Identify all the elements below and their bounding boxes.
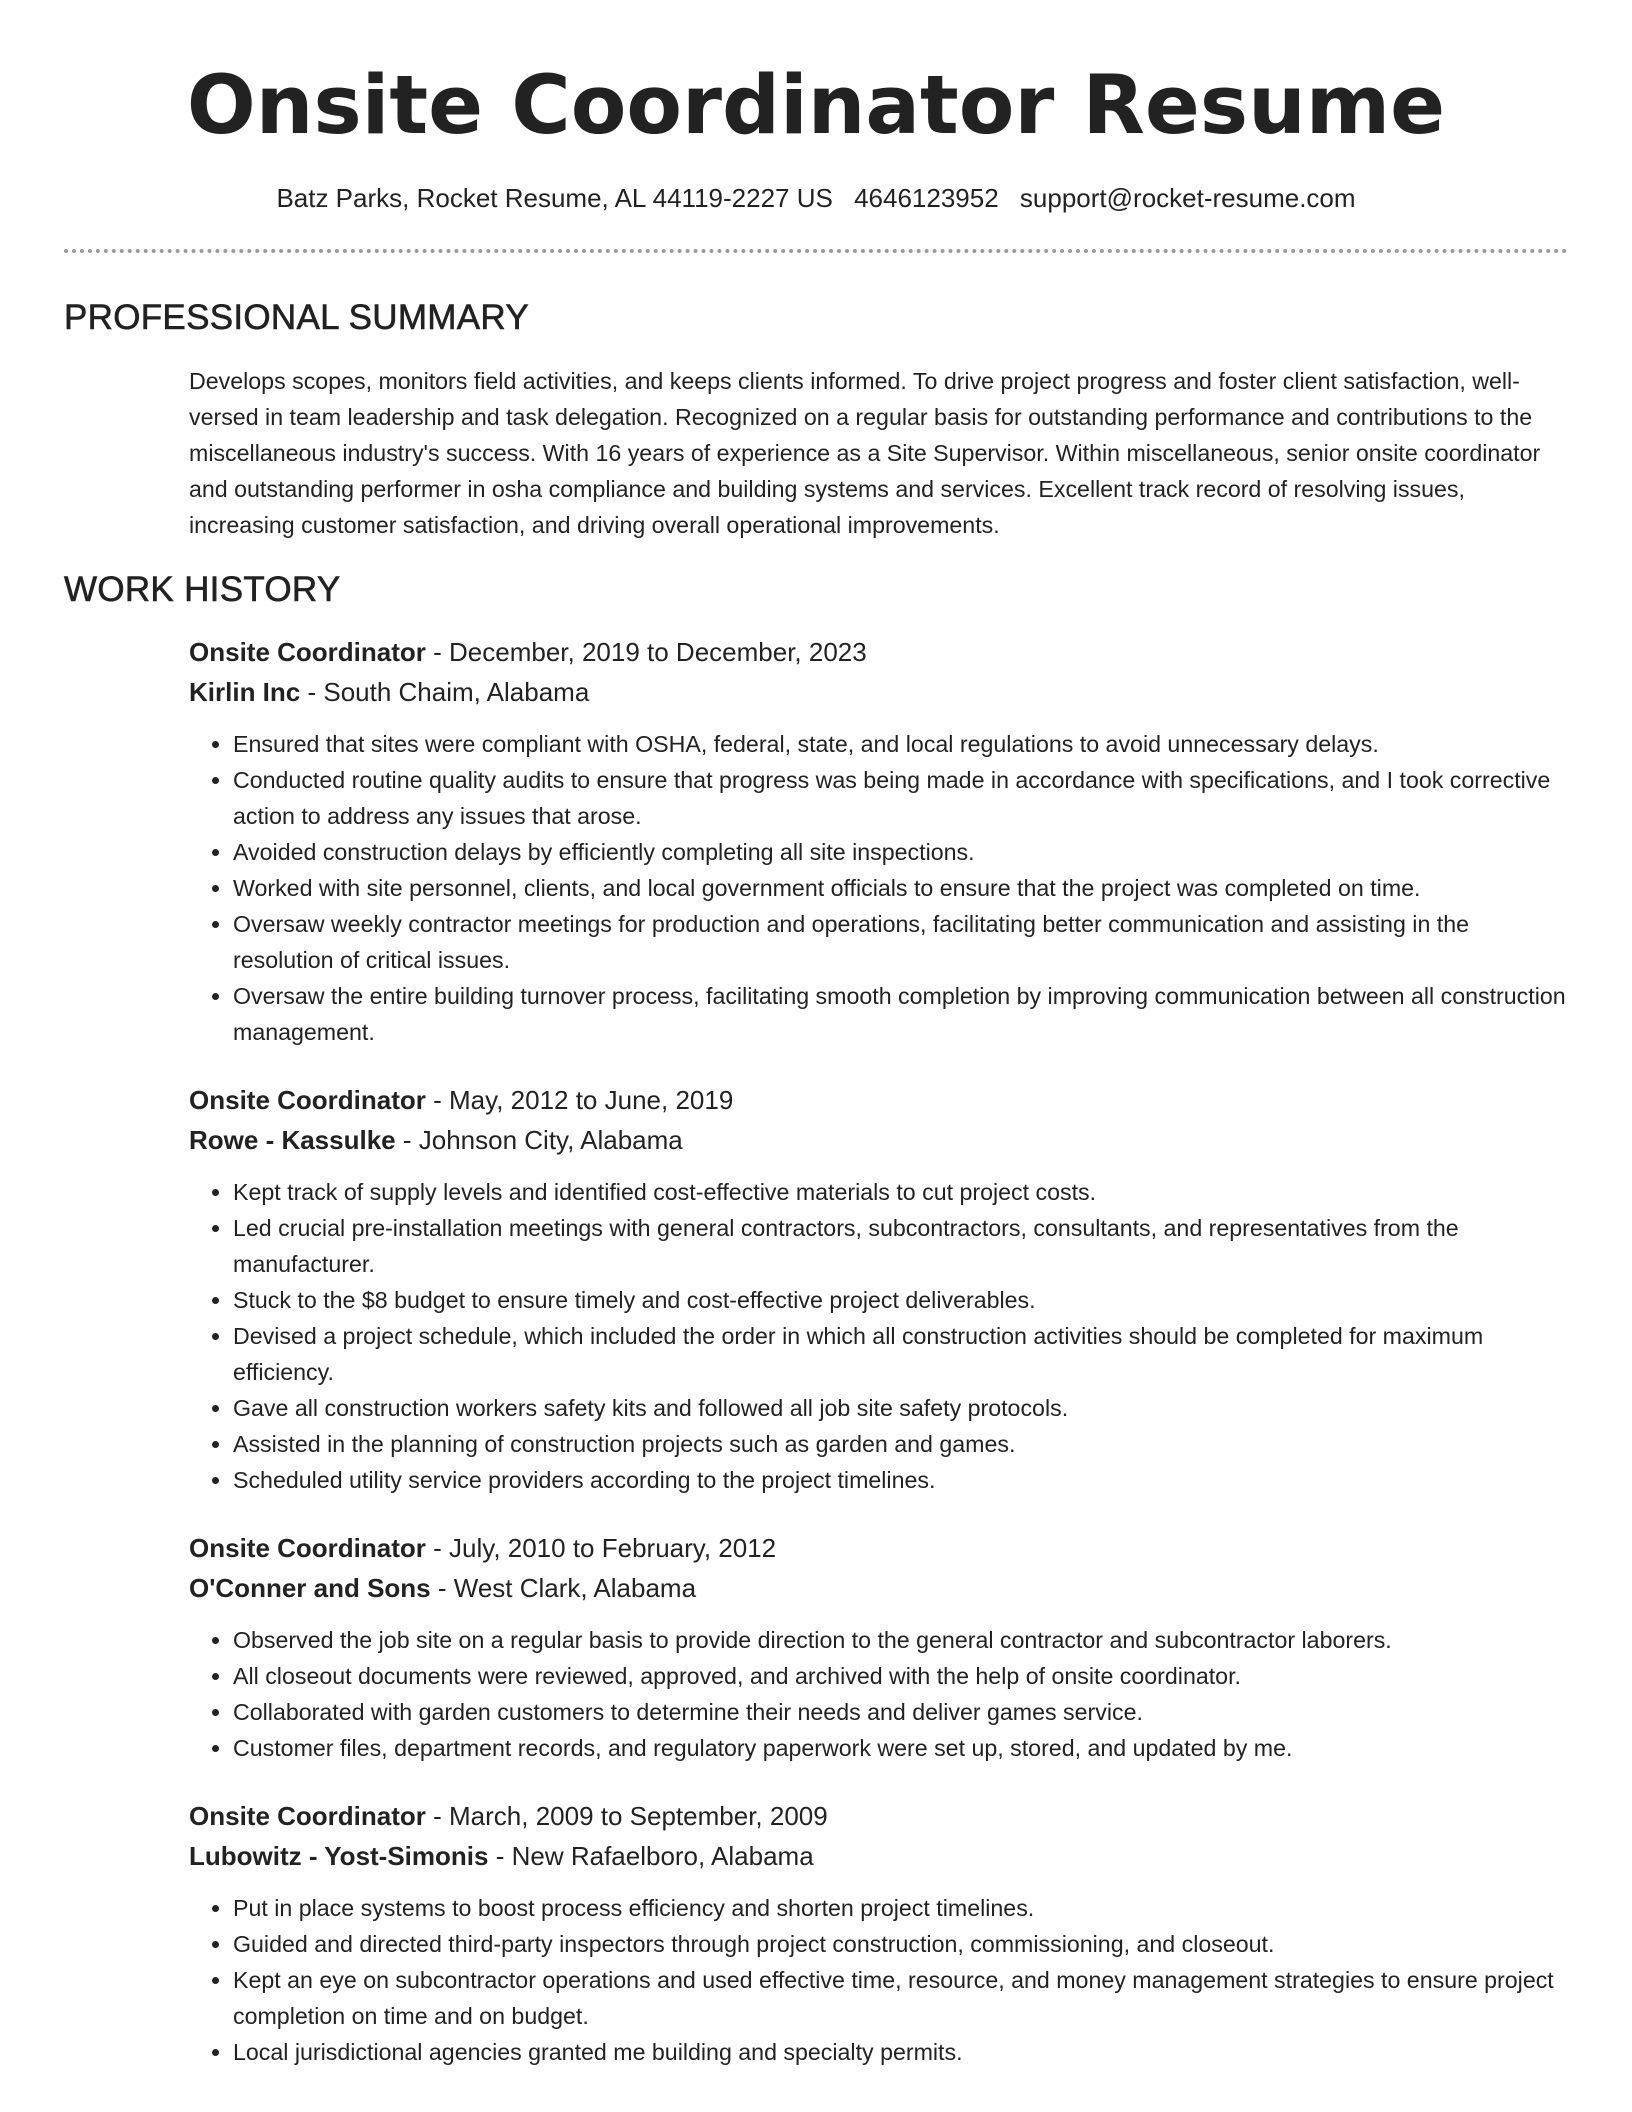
- header-divider: [64, 249, 1568, 253]
- job-bullet: • Ensured that sites were compliant with OSHA, federal, state, and local regulations to avoid unnecessary delays.: [233, 726, 1569, 762]
- job-bullet: • All closeout documents were reviewed, approved, and archived with the help of onsite coordinator.: [233, 1658, 1569, 1694]
- job-company-line: [189, 672, 1569, 712]
- job-bullet: • Worked with site personnel, clients, and local government officials to ensure that the project was completed on time.: [233, 870, 1569, 906]
- job-entry: [189, 632, 1569, 1050]
- contact-email: support@rocket-resume.com: [1019, 183, 1356, 213]
- job-company: O'Conner and Sons: [189, 1573, 431, 1603]
- job-bullet: • Observed the job site on a regular basis to provide direction to the general contractor and subcontractor laborers.: [233, 1622, 1569, 1658]
- job-company-line: [189, 1120, 1569, 1160]
- job-dates: - July, 2010 to February, 2012: [425, 1533, 777, 1563]
- job-bullet: • Led crucial pre-installation meetings with general contractors, subcontractors, consultants, and representatives from the manufacturer.: [233, 1210, 1569, 1282]
- job-entry: [189, 1080, 1569, 1498]
- job-bullet: • Scheduled utility service providers according to the project timelines.: [233, 1462, 1569, 1498]
- job-bullets: [189, 1890, 1569, 2070]
- job-title-line: [189, 1528, 1569, 1568]
- job-bullet: • Kept an eye on subcontractor operations and used effective time, resource, and money management strategies to ensure project completion on time and on budget.: [233, 1962, 1569, 2034]
- job-title-line: [189, 1796, 1569, 1836]
- job-location: - Johnson City, Alabama: [395, 1125, 683, 1155]
- job-company-line: [189, 1568, 1569, 1608]
- job-bullet: • Oversaw the entire building turnover process, facilitating smooth completion by improving communication between all construction management.: [233, 978, 1569, 1050]
- job-entry: [189, 1796, 1569, 2070]
- job-bullet: • Devised a project schedule, which included the order in which all construction activities should be completed for maximum efficiency.: [233, 1318, 1569, 1390]
- job-bullet: • Assisted in the planning of construction projects such as garden and games.: [233, 1426, 1569, 1462]
- job-bullet: • Collaborated with garden customers to determine their needs and deliver games service.: [233, 1694, 1569, 1730]
- job-bullet: • Stuck to the $8 budget to ensure timely and cost-effective project deliverables.: [233, 1282, 1569, 1318]
- resume-title: Onsite Coordinator Resume: [186, 59, 1446, 153]
- job-entry: [189, 1528, 1569, 1766]
- work-history-heading: WORK HISTORY: [64, 570, 341, 609]
- job-dates: - March, 2009 to September, 2009: [425, 1801, 828, 1831]
- job-company: Lubowitz - Yost-Simonis: [189, 1841, 489, 1871]
- job-bullet: • Customer files, department records, and regulatory paperwork were set up, stored, and updated by me.: [233, 1730, 1569, 1766]
- job-bullet: • Gave all construction workers safety kits and followed all job site safety protocols.: [233, 1390, 1569, 1426]
- job-title-line: [189, 632, 1569, 672]
- job-bullet: • Put in place systems to boost process efficiency and shorten project timelines.: [233, 1890, 1569, 1926]
- job-company: Kirlin Inc: [189, 677, 301, 707]
- job-bullet: • Kept track of supply levels and identified cost-effective materials to cut project costs.: [233, 1174, 1569, 1210]
- job-title: Onsite Coordinator: [189, 1085, 426, 1115]
- job-bullet: • Local jurisdictional agencies granted me building and specialty permits.: [233, 2034, 1569, 2070]
- job-bullet: • Conducted routine quality audits to ensure that progress was being made in accordance with specifications, and I took corrective action to address any issues that arose.: [233, 762, 1569, 834]
- job-company: Rowe - Kassulke: [189, 1125, 396, 1155]
- job-bullet: • Oversaw weekly contractor meetings for production and operations, facilitating better communication and assisting in the resolution of critical issues.: [233, 906, 1569, 978]
- summary-heading: PROFESSIONAL SUMMARY: [64, 298, 529, 337]
- job-bullet: • Avoided construction delays by efficiently completing all site inspections.: [233, 834, 1569, 870]
- summary-text: Develops scopes, monitors field activities, and keeps clients informed. To drive project progress and foster client satisfaction, well-versed in team leadership and task delegation. Recognized on a regular basis for outstanding performance and contributions to the miscellaneous industry's success. With 16 years of experience as a Site Supervisor. Within miscellaneous, senior onsite coordinator and outstanding performer in osha compliance and building systems and services. Excellent track record of resolving issues, increasing customer satisfaction, and driving overall operational improvements.: [189, 368, 1541, 538]
- contact-line: [0, 180, 1632, 216]
- job-title: Onsite Coordinator: [189, 637, 426, 667]
- job-location: - South Chaim, Alabama: [300, 677, 590, 707]
- job-bullets: [189, 1174, 1569, 1498]
- job-bullets: [189, 1622, 1569, 1766]
- contact-phone: 4646123952: [854, 183, 999, 213]
- job-location: - West Clark, Alabama: [430, 1573, 697, 1603]
- job-dates: - May, 2012 to June, 2019: [425, 1085, 734, 1115]
- contact-address: Batz Parks, Rocket Resume, AL 44119-2227 US: [276, 183, 833, 213]
- job-location: - New Rafaelboro, Alabama: [488, 1841, 814, 1871]
- job-title: Onsite Coordinator: [189, 1801, 426, 1831]
- job-dates: - December, 2019 to December, 2023: [425, 637, 867, 667]
- job-company-line: [189, 1836, 1569, 1876]
- job-title-line: [189, 1080, 1569, 1120]
- job-bullet: • Guided and directed third-party inspectors through project construction, commissioning, and closeout.: [233, 1926, 1569, 1962]
- job-title: Onsite Coordinator: [189, 1533, 426, 1563]
- job-bullets: [189, 726, 1569, 1050]
